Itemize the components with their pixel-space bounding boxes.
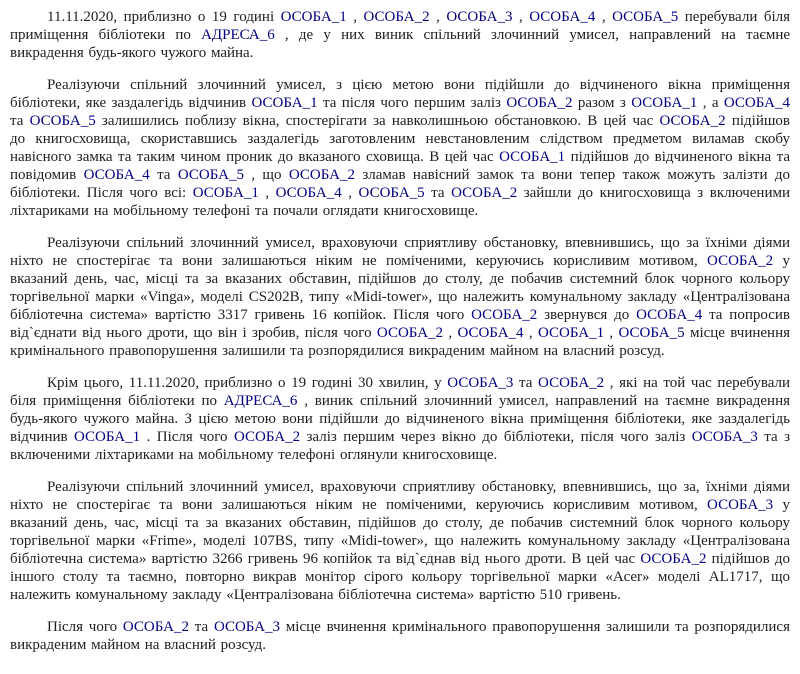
paragraph: Після чого ОСОБА_2 та ОСОБА_3 місце вчинення кримінального правопорушення залишили та розпорядилися викраденим майном на власний розсуд.	[10, 619, 790, 653]
person-link[interactable]: ОСОБА_3	[691, 429, 758, 445]
person-link[interactable]: ОСОБА_1	[74, 429, 141, 445]
person-link[interactable]: ОСОБА_5	[177, 167, 244, 183]
person-link[interactable]: ОСОБА_1	[251, 95, 318, 111]
person-link[interactable]: ОСОБА_5	[358, 185, 425, 201]
person-link[interactable]: ОСОБА_1	[537, 325, 605, 341]
paragraph: Реалізуючи спільний злочинний умисел, враховуючи сприятливу обстановку, впевнившись, що за їхніми діями ніхто не спостерігає та вони залишаються ніким не поміченими, керуючись корисливим мотивом, ОСОБА_2 у вказаний день, час, місці та за вказаних обставин, підійшов до столу, де побачив системний блок чорного кольору торгівельної марки «Vinga», моделі CS202B, типу «Midi-tower», що належить комунальному закладу «Централізована бібліотечна система» вартістю 3317 гривень 16 копійок. Після чого ОСОБА_2 звернувся до ОСОБА_4 та попросив від`єднати від нього дроти, що він і зробив, після чого ОСОБА_2 , ОСОБА_4 , ОСОБА_1 , ОСОБА_5 місце вчинення кримінального правопорушення залишили та розпорядилися викраденим майном на власний розсуд.	[10, 235, 791, 359]
address-link[interactable]: АДРЕСА_6	[223, 393, 298, 409]
person-link[interactable]: ОСОБА_2	[538, 375, 605, 391]
person-link[interactable]: ОСОБА_4	[457, 325, 524, 341]
person-link[interactable]: ОСОБА_5	[618, 325, 685, 341]
person-link[interactable]: ОСОБА_3	[707, 497, 774, 513]
person-link[interactable]: ОСОБА_2	[707, 253, 774, 269]
person-link[interactable]: ОСОБА_2	[640, 551, 707, 567]
person-link[interactable]: ОСОБА_1	[631, 95, 698, 111]
paragraph: Реалізуючи спільний злочинний умисел, з цією метою вони підійшли до відчиненого вікна приміщення бібліотеки, яке заздалегідь відчинив ОСОБА_1 та після чого першим заліз ОСОБА_2 разом з ОСОБА_1 , а ОСОБА_4 та ОСОБА_5 залишились поблизу вікна, спостерігати за навколишньою обстановкою. В цей час ОСОБА_2 підійшов до книгосховища, скориставшись заздалегідь заготовленим невстановленим слідством предметом виламав скобу навісного замка та таким чином проник до вказаного сховища. В цей час ОСОБА_1 підійшов до відчиненого вікна та повідомив ОСОБА_4 та ОСОБА_5 , що ОСОБА_2 зламав навісний замок та вони тепер також можуть залізти до бібліотеки. Після чого всі: ОСОБА_1 , ОСОБА_4 , ОСОБА_5 та ОСОБА_2 зайшли до книгосховища з включеними ліхтариками на мобільному телефоні та почали оглядати книгосховище.	[10, 77, 790, 219]
person-link[interactable]: ОСОБА_1	[192, 185, 259, 201]
person-link[interactable]: ОСОБА_2	[451, 185, 518, 201]
address-link[interactable]: АДРЕСА_6	[201, 27, 275, 43]
paragraph: 11.11.2020, приблизно о 19 годині ОСОБА_1 , ОСОБА_2 , ОСОБА_3 , ОСОБА_4 , ОСОБА_5 перебували біля приміщення бібліотеки по АДРЕСА_6 , де у них виник спільний злочинний умисел, направлений на таємне викрадення будь-якого чужого майна.	[10, 9, 791, 61]
person-link[interactable]: ОСОБА_2	[471, 307, 538, 323]
person-link[interactable]: ОСОБА_2	[288, 167, 355, 183]
person-link[interactable]: ОСОБА_4	[529, 9, 596, 25]
person-link[interactable]: ОСОБА_2	[233, 429, 301, 445]
person-link[interactable]: ОСОБА_2	[363, 9, 430, 25]
person-link[interactable]: ОСОБА_2	[506, 95, 573, 111]
person-link[interactable]: ОСОБА_2	[659, 113, 726, 129]
person-link[interactable]: ОСОБА_4	[636, 307, 703, 323]
person-link[interactable]: ОСОБА_2	[122, 619, 190, 635]
person-link[interactable]: ОСОБА_4	[83, 167, 150, 183]
person-link[interactable]: ОСОБА_3	[446, 9, 513, 25]
person-link[interactable]: ОСОБА_1	[499, 149, 566, 165]
person-link[interactable]: ОСОБА_1	[280, 9, 347, 25]
paragraph: Крім цього, 11.11.2020, приблизно о 19 годині 30 хвилин, у ОСОБА_3 та ОСОБА_2 , які на той час перебували біля приміщення бібліотеки по АДРЕСА_6 , виник спільний злочинний умисел, направлений на таємне викрадення будь-якого чужого майна. З цією метою вони підійшли до відчиненого вікна приміщення бібліотеки, яке заздалегідь відчинив ОСОБА_1 . Після чого ОСОБА_2 заліз першим через вікно до бібліотеки, після чого заліз ОСОБА_3 та з включеними ліхтариками на мобільному телефоні оглянули книгосховище.	[10, 375, 791, 463]
person-link[interactable]: ОСОБА_3	[213, 619, 281, 635]
person-link[interactable]: ОСОБА_5	[29, 113, 96, 129]
person-link[interactable]: ОСОБА_4	[275, 185, 342, 201]
person-link[interactable]: ОСОБА_2	[376, 325, 444, 341]
person-link[interactable]: ОСОБА_4	[723, 95, 790, 111]
person-link[interactable]: ОСОБА_3	[447, 375, 514, 391]
person-link[interactable]: ОСОБА_5	[612, 9, 679, 25]
paragraph: Реалізуючи спільний злочинний умисел, враховуючи сприятливу обстановку, впевнившись, що за, їхніми діями ніхто не спостерігає та вони залишаються ніким не поміченими, керуючись корисливим мотивом, ОСОБА_3 у вказаний день, час, місці та за вказаних обставин, підійшов до столу, де побачив системний блок чорного кольору торгівельної марки «Frime», моделі 107BS, типу «Midi-tower», що належить комунальному закладу «Централізована бібліотечна система» вартістю 3266 гривень 96 копійок та від`єднав від нього дроти. В цей час ОСОБА_2 підійшов до іншого столу та таємно, повторно викрав монітор сірого кольору торгівельної марки «Acer» моделі AL1717, що належить комунальному закладу «Централізована бібліотечна система» вартістю 510 гривень.	[10, 479, 791, 603]
